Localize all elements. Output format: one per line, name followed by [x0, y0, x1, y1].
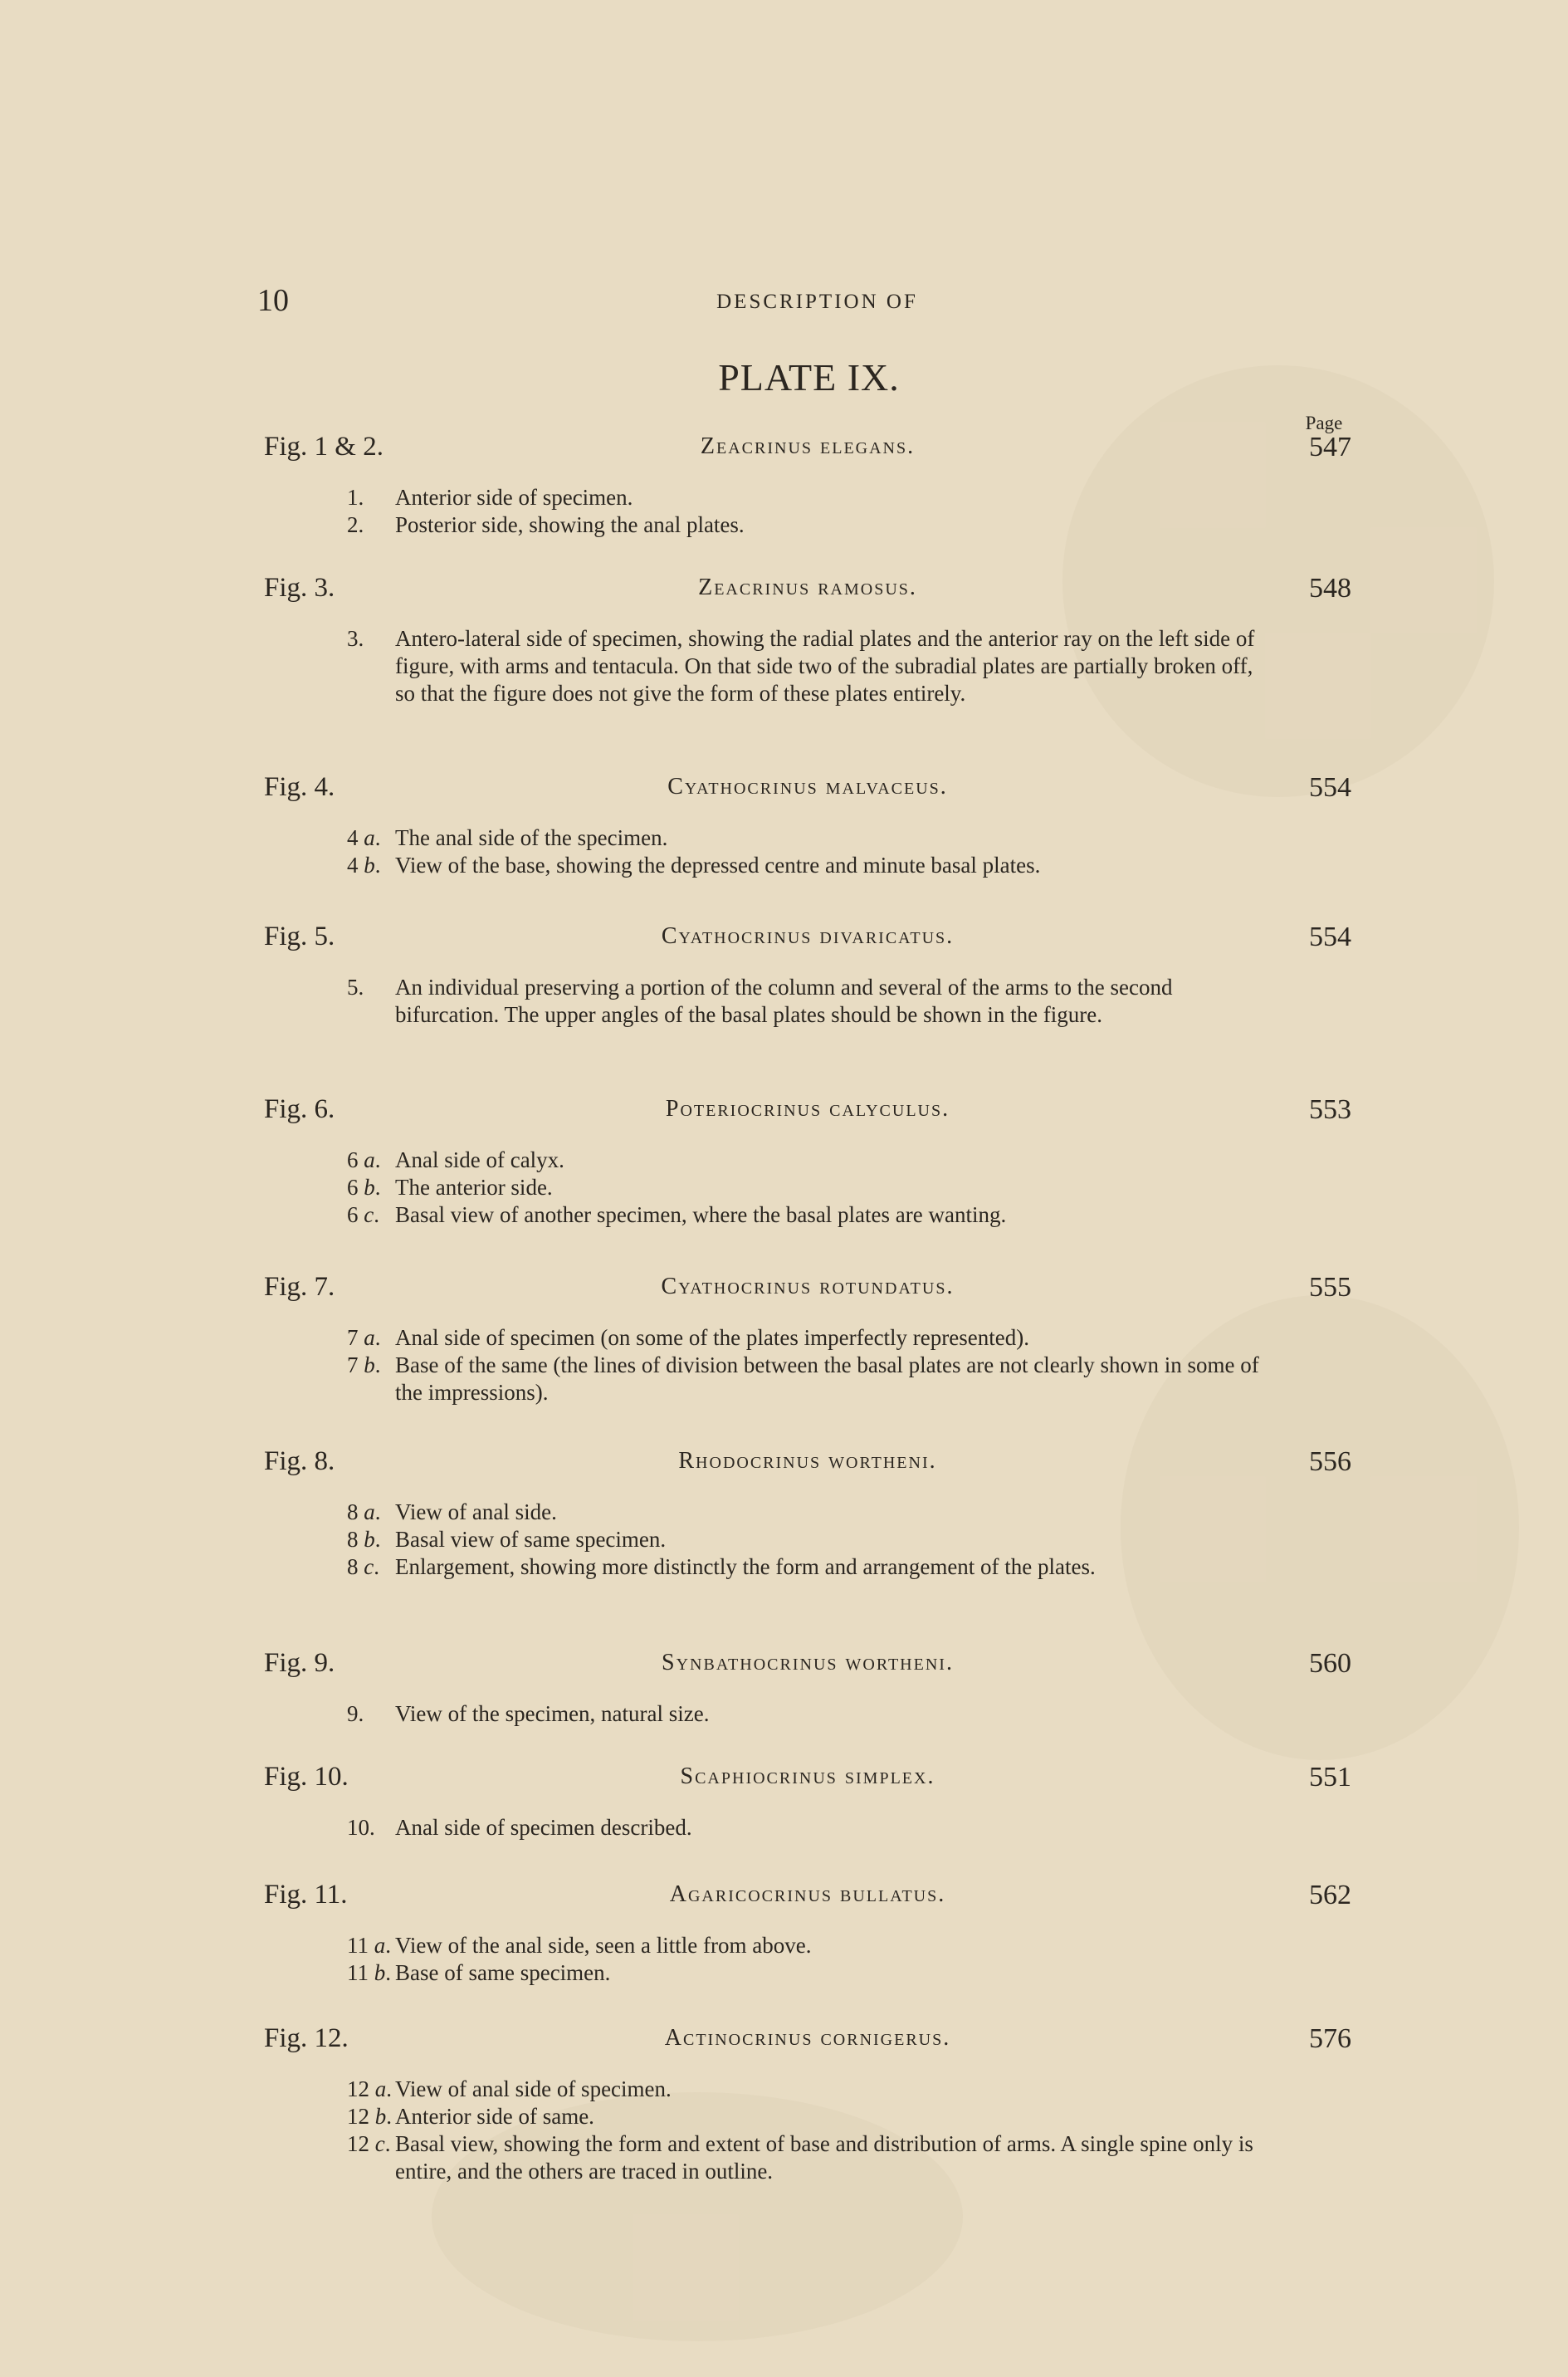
description-item [347, 1526, 1268, 1553]
figure-description [347, 1499, 1268, 1581]
description-item [347, 1174, 1268, 1201]
species-name: Synbathocrinus wortheni. [662, 1650, 954, 1675]
figure-label: Fig. 1 & 2. [264, 432, 383, 462]
species-name: Rhodocrinus wortheni. [678, 1448, 937, 1474]
item-number: 11 [347, 1960, 369, 1985]
item-number: 8 [347, 1499, 359, 1524]
item-text: View of anal side of specimen. [395, 2076, 672, 2101]
description-item [347, 625, 1268, 707]
item-number: 6 [347, 1202, 359, 1227]
item-text: View of the anal side, seen a little from above. [395, 1933, 812, 1958]
figure-heading [264, 1762, 1351, 1803]
item-text: Basal view of same specimen. [395, 1527, 667, 1552]
description-item [347, 1553, 1268, 1581]
description-item [347, 2103, 1268, 2130]
item-letter: b [364, 853, 375, 878]
item-number: 3 [347, 626, 359, 651]
item-key: 6 c. [347, 1202, 379, 1227]
item-key: 8 a. [347, 1499, 381, 1524]
figure-description [347, 1932, 1268, 1987]
species-name: Scaphiocrinus simplex. [680, 1763, 935, 1789]
page-reference: 554 [1309, 772, 1351, 803]
figure-heading [264, 573, 1351, 614]
figure-description [347, 1147, 1268, 1229]
item-number: 8 [347, 1527, 359, 1552]
item-text: Base of same specimen. [395, 1960, 611, 1985]
description-item [347, 2076, 1268, 2103]
species-name: Cyathocrinus rotundatus. [661, 1274, 955, 1299]
figure-description [347, 824, 1268, 879]
item-number: 4 [347, 825, 359, 850]
item-key: 8 b. [347, 1527, 381, 1552]
figure-description [347, 625, 1268, 707]
item-number: 7 [347, 1352, 359, 1377]
description-item [347, 1700, 1268, 1728]
page-reference: 556 [1309, 1446, 1351, 1477]
description-item [347, 1932, 1268, 1959]
figure-label: Fig. 12. [264, 2023, 349, 2053]
item-letter: a [364, 1325, 375, 1350]
item-letter: c [374, 2131, 385, 2156]
item-text: Basal view of another specimen, where the basal plates are wanting. [395, 1202, 1007, 1227]
item-letter: c [364, 1554, 374, 1579]
page-reference: 555 [1309, 1272, 1351, 1303]
item-text: View of anal side. [395, 1499, 557, 1524]
item-number: 5 [347, 975, 359, 1000]
item-key: 2. [347, 512, 364, 537]
figure-heading [264, 1648, 1351, 1690]
item-key: 7 b. [347, 1352, 381, 1377]
figure-heading [264, 432, 1351, 473]
description-item [347, 1147, 1268, 1174]
figure-description [347, 1814, 1268, 1841]
figure-label: Fig. 7. [264, 1272, 335, 1302]
item-text: Anal side of specimen (on some of the plates imperfectly represented). [395, 1325, 1029, 1350]
description-item [347, 1324, 1268, 1352]
item-key: 6 b. [347, 1175, 381, 1200]
item-number: 12 [347, 2076, 369, 2101]
item-text: Basal view, showing the form and extent of base and distribution of arms. A single spine only is entire, and the others are traced in outline. [395, 2131, 1253, 2184]
item-number: 1 [347, 485, 359, 510]
figure-label: Fig. 3. [264, 573, 335, 603]
description-item [347, 1352, 1268, 1406]
figure-label: Fig. 9. [264, 1648, 335, 1678]
item-key: 5. [347, 975, 364, 1000]
figure-heading [264, 1880, 1351, 1921]
item-text: Anterior side of specimen. [395, 485, 633, 510]
item-text: View of the specimen, natural size. [395, 1701, 710, 1726]
item-letter: a [374, 1933, 386, 1958]
page-reference: 553 [1309, 1094, 1351, 1125]
page-reference: 562 [1309, 1880, 1351, 1910]
description-item [347, 1499, 1268, 1526]
description-item [347, 1201, 1268, 1229]
item-letter: c [364, 1202, 374, 1227]
figure-description [347, 1700, 1268, 1728]
item-text: The anterior side. [395, 1175, 553, 1200]
figure-description [347, 974, 1268, 1029]
item-text: View of the base, showing the depressed centre and minute basal plates. [395, 853, 1041, 878]
page-reference: 576 [1309, 2023, 1351, 2054]
species-name: Zeacrinus elegans. [700, 433, 916, 459]
figure-heading [264, 922, 1351, 963]
item-key: 4 a. [347, 825, 381, 850]
page-number: 10 [257, 283, 289, 318]
item-letter: a [364, 825, 375, 850]
item-number: 10 [347, 1815, 369, 1840]
figure-label: Fig. 10. [264, 1762, 349, 1792]
description-item [347, 484, 1268, 511]
figure-label: Fig. 11. [264, 1880, 348, 1910]
species-name: Cyathocrinus malvaceus. [667, 774, 948, 800]
item-text: Posterior side, showing the anal plates. [395, 512, 745, 537]
item-number: 6 [347, 1147, 359, 1172]
description-item [347, 1959, 1268, 1987]
item-letter: b [374, 1960, 386, 1985]
figure-label: Fig. 6. [264, 1094, 335, 1124]
item-text: Enlargement, showing more distinctly the form and arrangement of the plates. [395, 1554, 1096, 1579]
figure-heading [264, 1446, 1351, 1488]
item-letter: b [374, 2104, 387, 2129]
item-key: 7 a. [347, 1325, 381, 1350]
description-item [347, 974, 1268, 1029]
figure-heading [264, 2023, 1351, 2065]
item-letter: a [364, 1147, 375, 1172]
item-number: 6 [347, 1175, 359, 1200]
item-key: 8 c. [347, 1554, 379, 1579]
item-key: 12 b. [347, 2104, 392, 2129]
item-text: Base of the same (the lines of division between the basal plates are not clearly shown in some of the impressions). [395, 1352, 1259, 1405]
item-key: 4 b. [347, 853, 381, 878]
item-key: 9. [347, 1701, 364, 1726]
item-key: 3. [347, 626, 364, 651]
item-number: 9 [347, 1701, 359, 1726]
species-name: Agaricocrinus bullatus. [669, 1881, 946, 1907]
item-letter: b [364, 1527, 375, 1552]
item-number: 7 [347, 1325, 359, 1350]
item-text: The anal side of the specimen. [395, 825, 668, 850]
item-text: An individual preserving a portion of the column and several of the arms to the second bifurcation. The upper angles of the basal plates should be shown in the figure. [395, 975, 1173, 1027]
species-name: Zeacrinus ramosus. [698, 575, 917, 600]
item-letter: a [364, 1499, 375, 1524]
description-item [347, 511, 1268, 539]
species-name: Poteriocrinus calyculus. [665, 1096, 950, 1122]
item-text: Antero-lateral side of specimen, showing the radial plates and the anterior ray on the left side of figure, with arms and tentacula. On that side two of the subradial plates are partially broken off, so that the figure does not give the form of these plates entirely. [395, 626, 1255, 706]
figure-heading [264, 1094, 1351, 1136]
figure-label: Fig. 5. [264, 922, 335, 951]
item-number: 2 [347, 512, 359, 537]
figure-heading [264, 1272, 1351, 1313]
species-name: Actinocrinus cornigerus. [664, 2025, 951, 2051]
item-key: 6 a. [347, 1147, 381, 1172]
item-key: 11 a. [347, 1933, 391, 1958]
page-reference: 551 [1309, 1762, 1351, 1793]
figure-label: Fig. 8. [264, 1446, 335, 1476]
figure-description [347, 2076, 1268, 2185]
item-number: 12 [347, 2131, 369, 2156]
description-item [347, 2130, 1268, 2185]
figure-heading [264, 772, 1351, 814]
page-reference: 554 [1309, 922, 1351, 952]
item-letter: b [364, 1352, 375, 1377]
running-head: DESCRIPTION OF [716, 291, 918, 313]
item-letter: b [364, 1175, 375, 1200]
page-reference: 560 [1309, 1648, 1351, 1679]
item-key: 12 a. [347, 2076, 392, 2101]
page-reference: 547 [1309, 432, 1351, 462]
item-text: Anal side of calyx. [395, 1147, 564, 1172]
species-name: Cyathocrinus divaricatus. [661, 923, 955, 949]
figure-label: Fig. 4. [264, 772, 335, 802]
item-text: Anal side of specimen described. [395, 1815, 692, 1840]
item-key: 1. [347, 485, 364, 510]
item-key: 10. [347, 1815, 375, 1840]
description-item [347, 824, 1268, 852]
description-item [347, 1814, 1268, 1841]
figure-description [347, 1324, 1268, 1406]
item-number: 8 [347, 1554, 359, 1579]
item-number: 12 [347, 2104, 369, 2129]
figure-description [347, 484, 1268, 539]
plate-title: PLATE IX. [718, 356, 900, 399]
item-text: Anterior side of same. [395, 2104, 594, 2129]
description-item [347, 852, 1268, 879]
page-column-label: Page [1305, 413, 1343, 433]
page-reference: 548 [1309, 573, 1351, 604]
item-number: 4 [347, 853, 359, 878]
item-letter: a [374, 2076, 387, 2101]
item-key: 12 c. [347, 2131, 391, 2156]
item-number: 11 [347, 1933, 369, 1958]
item-key: 11 b. [347, 1960, 391, 1985]
